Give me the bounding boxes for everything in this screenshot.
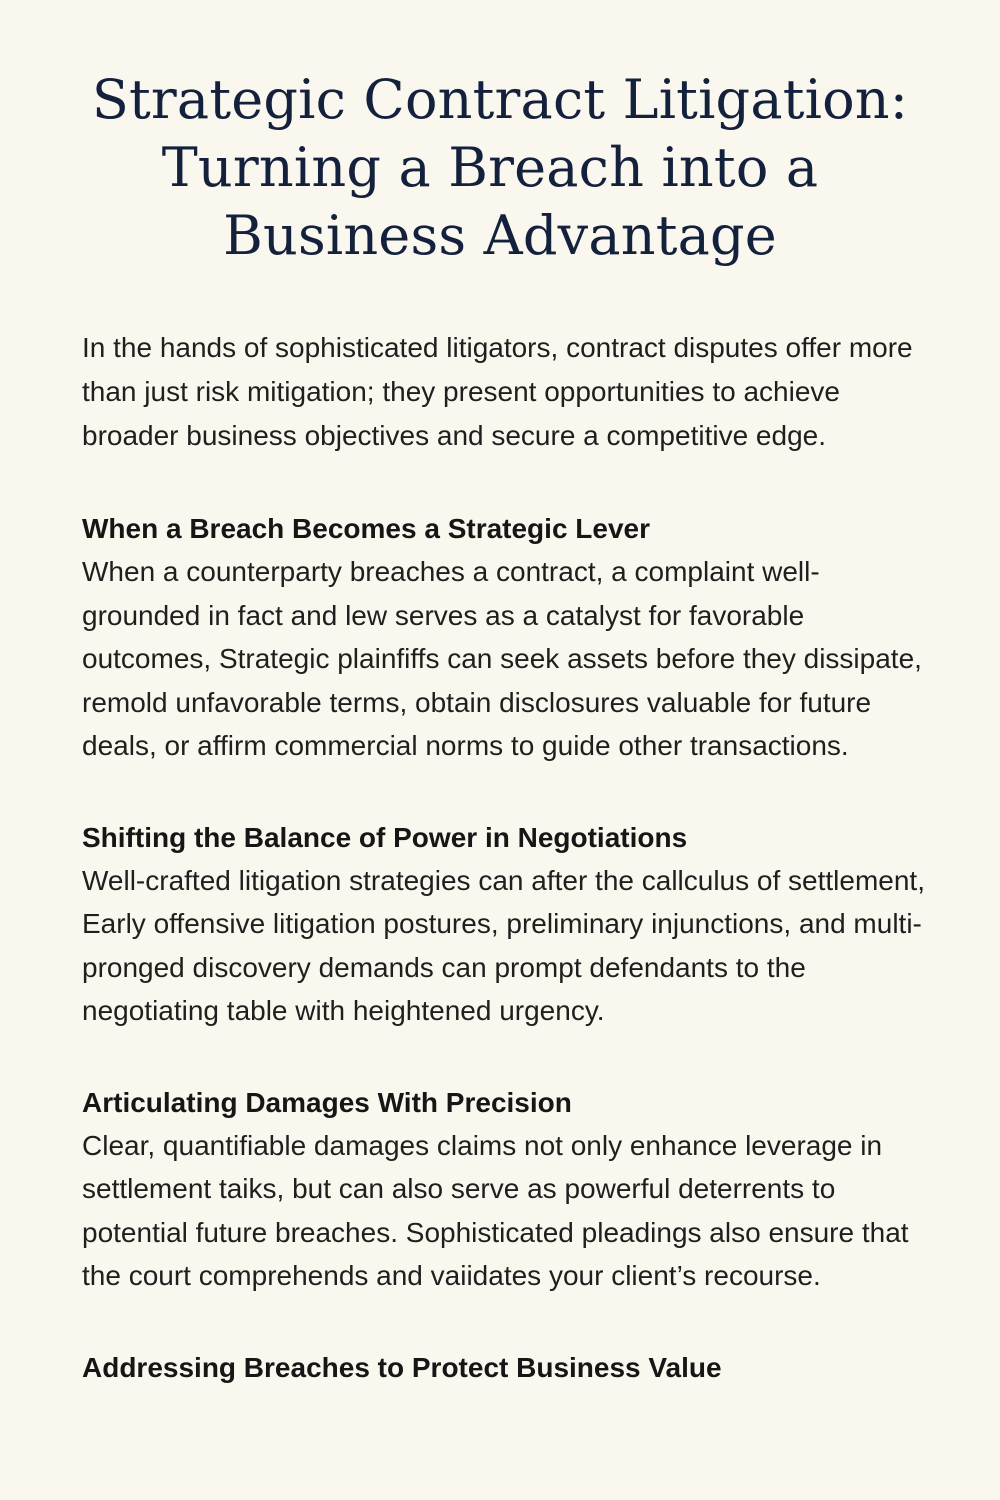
section-balance-of-power	[82, 817, 932, 1033]
section-protect-business-value	[82, 1347, 932, 1389]
page-title	[0, 66, 1000, 270]
title-line-1: Strategic Contract Litigation:	[91, 68, 909, 131]
title-line-3: Business Advantage	[223, 204, 777, 267]
section-body: Clear, quantifiable damages claims not only enhance leverage in settlement taiks, but can also serve as powerful deterrents to potential future breaches. Sophisticated pleadings also ensure that the court comprehends and vaiidates your client’s recourse.	[82, 1129, 909, 1291]
title-line-2: Turning a Breach into a	[161, 136, 819, 199]
section-damages-precision	[82, 1082, 932, 1298]
section-heading: Addressing Breaches to Protect Business Value	[82, 1351, 722, 1383]
section-heading: When a Breach Becomes a Strategic Lever	[82, 513, 651, 544]
section-heading: Shifting the Balance of Power in Negotiations	[82, 821, 688, 853]
section-heading: Articulating Damages With Precision	[82, 1086, 572, 1118]
article-body	[82, 326, 932, 1438]
section-strategic-lever	[82, 508, 932, 768]
section-body: When a counterparty breaches a contract, a complaint well-grounded in fact and lew serves as a catalyst for favorable outcomes, Strategic plainfiffs can seek assets before they dissipate, remold unfavorable terms, obtain disclosures valuable for future deals, or affirm commercial norms to guide other transactions.	[82, 556, 922, 761]
section-body: Well-crafted litigation strategies can after the callculus of settlement, Early offensive litigation postures, preliminary injunctions, and multi-pronged discovery demands can prompt defendants to the negotiating table with heightened urgency.	[82, 864, 925, 1026]
intro-paragraph: In the hands of sophisticated litigators, contract disputes offer more than just risk mitigation; they present opportunities to achieve broader business objectives and secure a competitive edge.	[82, 332, 913, 451]
